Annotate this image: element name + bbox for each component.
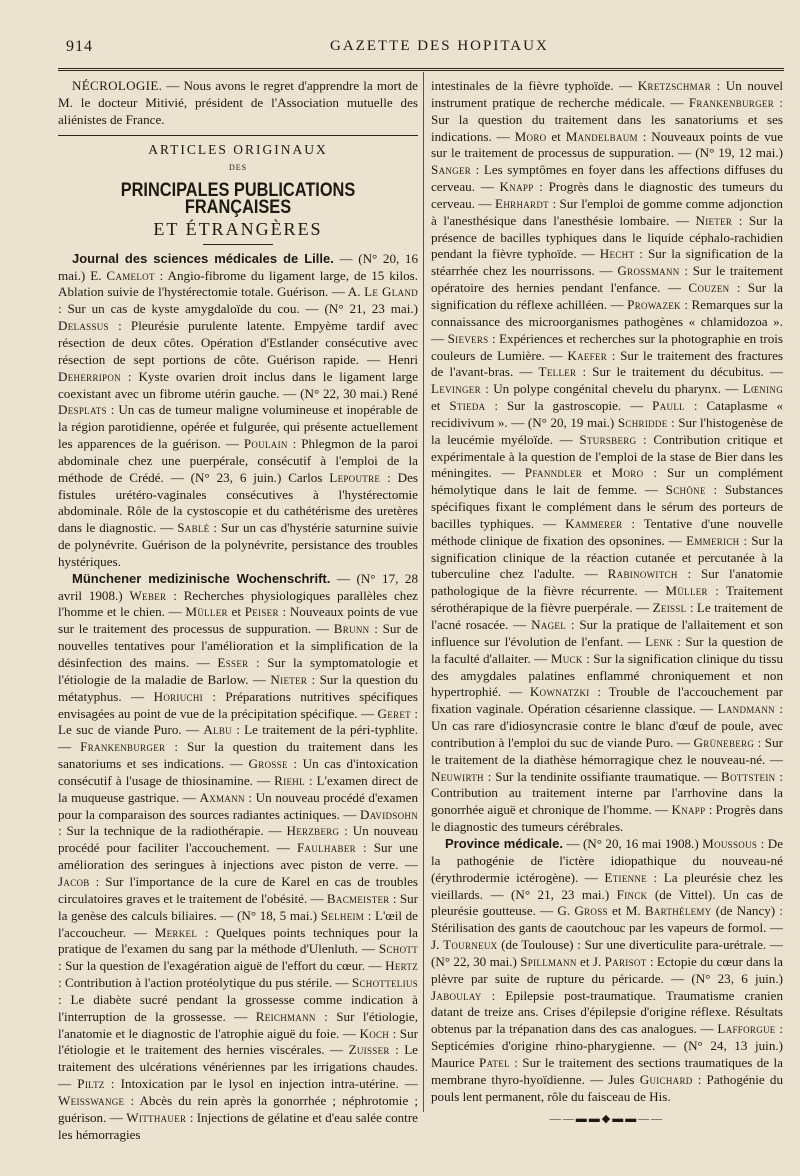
- journal-entry-province: Province médicale. — (N° 20, 16 mai 1908.) Moussous : De la pathogénie de l'ictère idiopathique du nouveau-né (érythrodermie ictérogène). — Etienne : La pleurésie chez les vieillards. — (N° 21, 23 mai.) Finck (de Vittel). Un cas de pleurésie goutteuse. — G. Gross et M. Barthélemy (de Nancy) : Stérilisation des gants de caoutchouc par les vapeurs de formol. — J. Tourneux (de Toulouse) : Sur une diverticulite para-urétrale. — (N° 22, 30 mai.) Spillmann et J. Parisot : Ectopie du cœur dans la plèvre par suite de rupture du péricarde. — (N° 23, 6 juin.) Jaboulay : Epilepsie post-traumatique. Traumatisme cranien datant de treize ans. Crises d'épilepsie d'origine réflexe. Résultats obtenus par la trépanation dans des cas analogues. — Lafforgue : Septicémies d'origine rhino-pharygienne. — (N° 24, 13 juin.) Maurice Patel : Sur le traitement des sections traumatiques de la membrane thyro-hyoïdienne. — Jules Guichard : Pathogénie du pouls lent permanent, rôle du faisceau de His.: [431, 835, 784, 1104]
- necrologie-label: NÉCROLOGIE.: [72, 78, 163, 93]
- running-title: GAZETTE DES HOPITAUX: [330, 38, 549, 54]
- column-divider: [423, 72, 424, 1112]
- section-short-rule: [203, 244, 273, 245]
- necrologie-paragraph: [58, 78, 418, 129]
- section-heading-line1: ARTICLES ORIGINAUX: [148, 141, 328, 157]
- left-column: [58, 78, 418, 1143]
- journal-entry-lille: Journal des sciences médicales de Lille. — (N° 20, 16 mai.) E. Camelot : Angio-fibrome du ligament large, de 15 kilos. Ablation suivie de l'hystérectomie totale. Guérison. — A. Le Gland : Sur un cas de kyste amygdaloïde du cou. — (N° 21, 23 mai.) Delassus : Pleurésie purulente latente. Empyème tardif avec résection de deux côtes. Opération d'Estlander consécutive avec résection de sept portions de côte. Guérison rapide. — Henri Deherripon : Kyste ovarien droit inclus dans le ligament large coexistant avec un fibrome utérin gauche. — (N° 22, 30 mai.) René Desplats : Un cas de tumeur maligne volumineuse et inopérable de la région parotidienne, opérée et fulgurée, qui présente actuellement les apparences de la guérison. — Poulain : Phlegmon de la paroi abdominale chez une puerpérale, consécutif à l'emploi de la méthode de Crédé. — (N° 23, 6 juin.) Carlos Lepoutre : Des fistules urétéro-vaginales consécutives à l'hystérectomie abdominale. Rôle de la cystoscopie et du cathétérisme des uretères dans le diagnostic. — Sablé : Sur un cas d'hystérie saturnine suivie de polynévrite. Guérison de la polynévrite, persistance des troubles hystériques.: [58, 250, 419, 569]
- page-header: [0, 38, 800, 62]
- header-rule: [58, 68, 784, 71]
- section-heading: [58, 142, 418, 245]
- journal-entry-munchener-cont: intestinales de la fièvre typhoïde. — Kretzschmar : Un nouvel instrument pratique de recherche médicale. — Frankenburger : Sur la question du traitement dans les sanatoriums et ses indications. — Moro et Mandelbaum : Nouveaux points de vue sur le traitement de processus de suppuration. — (N° 19, 12 mai.) Sanger : Les symptômes en foyer dans les affections diffuses du cerveau. — Knapp : Progrès dans le diagnostic des tumeurs du cerveau. — Ehrhardt : Sur l'emploi de gomme comme adjonction à l'anesthésique dans l'anesthésie lombaire. — Nieter : Sur la présence de bacilles typhiques dans le liquide céphalo-rachidien pendant la fièvre typhoïde. — Hecht : Sur la signification de la stéarrhée chez les nourrissons. — Grossmann : Sur le traitement opératoire des hernies pendant l'enfance. — Couzen : Sur la signification du réflexe achilléen. — Prowazek : Remarques sur la connaissance des microorganismes pathogènes « chlamidozoa ». — Sievers : Expériences et recherches sur la photographie en trois couleurs de Lumière. — Kaefer : Sur le traitement des fractures de l'avant-bras. — Teller : Sur le traitement du décubitus. — Levinger : Un polype congénital chevelu du pharynx. — Lœning et Stieda : Sur la gastroscopie. — Paull : Cataplasme « recidivivum ». — (N° 20, 19 mai.) Schridde : Sur l'histogenèse de la leucémie myéloïde. — Stursberg : Contribution critique et expérimentale à la question de l'emploi de la stase de Bier dans les méningites. — Pfanndler et Moro : Sur un complément hémolytique dans le lait de femme. — Schöne : Substances spécifiques fixant le complément dans le sérum des porteurs de bacilles typhiques. — Kammerer : Tentative d'une nouvelle méthode clinique de fixation des opsonines. — Emmerich : Sur la signification clinique de la réaction cutanée et percutanée à la tuberculine chez l'adulte. — Rabinowitch : Sur l'anatomie pathologique de la fièvre récurrente. — Müller : Traitement sérothérapique de la fièvre puerpérale. — Zeissl : Le traitement de l'acné rosacée. — Nagel : Sur la pratique de l'allaitement et son influence sur l'évolution de l'enfant. — Lenk : Sur la question de la faculté d'allaiter. — Muck : Sur la signification clinique du tissu des amygdales palatines enflammé chroniquement et non hypertrophié. — Kownatzki : Trouble de l'accouchement par fixation vaginale. Opération césarienne classique. — Landmann : Un cas rare d'idiosyncrasie contre le blanc d'œuf de poule, avec contribution à l'emploi du suc de viande Puro. — Grüneberg : Sur le traitement de la diathèse hémorragique chez le nouveau-né. — Neuwirth : Sur la tendinite ossifiante traumatique. — Bottstein : Contribution au traitement interne par l'arrhovine dans la gonorrhée aiguë et chronique de l'homme. — Knapp : Progrès dans le diagnostic des tumeurs cérébrales.: [431, 78, 784, 835]
- journal-entry-munchener: Münchener medizinische Wochenschrift. — (N° 17, 28 avril 1908.) Weber : Recherches physiologiques parallèles chez l'homme et le chien. — Müller et Peiser : Nouveaux points de vue sur le traitement des processus de suppuration. — Brunn : Sur de nouvelles tentatives pour l'amélioration et la simplification de la désinfection des mains. — Esser : Sur la symptomatologie et l'étiologie de la maladie de Barlow. — Nieter : Sur la question du métatyphus. — Horiuchi : Préparations nutritives spécifiques envisagées au point de vue de la précipitation spécifique. — Geret : Le suc de viande Puro. — Albu : Le traitement de la péri-typhlite. — Frankenburger : Sur la question du traitement dans les sanatoriums et ses indications. — Grosse : Un cas d'intoxication consécutif à l'usage de thiosinamine. — Riehl : L'examen direct de la muqueuse gastrique. — Axmann : Un nouveau procédé d'examen pour la comparaison des sources radiantes actiniques. — Davidsohn : Sur la technique de la radiothérapie. — Herzberg : Un nouveau procédé pour faciliter l'accouchement. — Faulhaber : Sur une amélioration des seringues à injections avec piston de verre. — Jacob : Sur l'importance de la cure de Karel en cas de troubles circulatoires graves et le traitement de l'obésité. — Bacmeister : Sur la genèse des calculs biliaires. — (N° 18, 5 mai.) Selheim : L'œil de l'accoucheur. — Merkel : Quelques points techniques pour la pratique de l'examen du sang par la méthode d'Ulenluth. — Schott : Sur la question de l'exagération aiguë de l'effort du cœur. — Hertz : Contribution à l'action protéolytique du pus stérile. — Schottelius : Le diabète sucré pendant la grossesse comme indication à l'interruption de la grossesse. — Reichmann : Sur l'étiologie, l'anatomie et le diagnostic de l'atrophie aiguë du foie. — Koch : Sur l'étiologie et le traitement des hernies viscérales. — Zuisser : Le traitement des ulcérations vénériennes par les irrigations chaudes. — Piltz : Intoxication par le lysol en injection intra-utérine. — Weisswange : Abcès du rein après la gonorrhée ; néphrotomie ; guérison. — Witthauer : Injections de gélatine et d'eau salée contre les hémorragies: [58, 570, 419, 1142]
- necrologie-text: — Nous avons le regret d'apprendre la mort de M. le docteur Mitivié, président de l'Association mutuelle des aliénistes de France.: [58, 78, 418, 127]
- end-ornament: ——▬▬◆▬▬——: [549, 1113, 665, 1126]
- right-column: [431, 78, 783, 1128]
- section-rule: [58, 135, 418, 136]
- section-heading-line2: DES: [228, 163, 248, 173]
- section-heading-line3: PRINCIPALES PUBLICATIONS FRANÇAISES: [120, 180, 356, 219]
- section-heading-line4: ET ÉTRANGÈRES: [153, 218, 323, 239]
- page-number: 914: [66, 38, 93, 55]
